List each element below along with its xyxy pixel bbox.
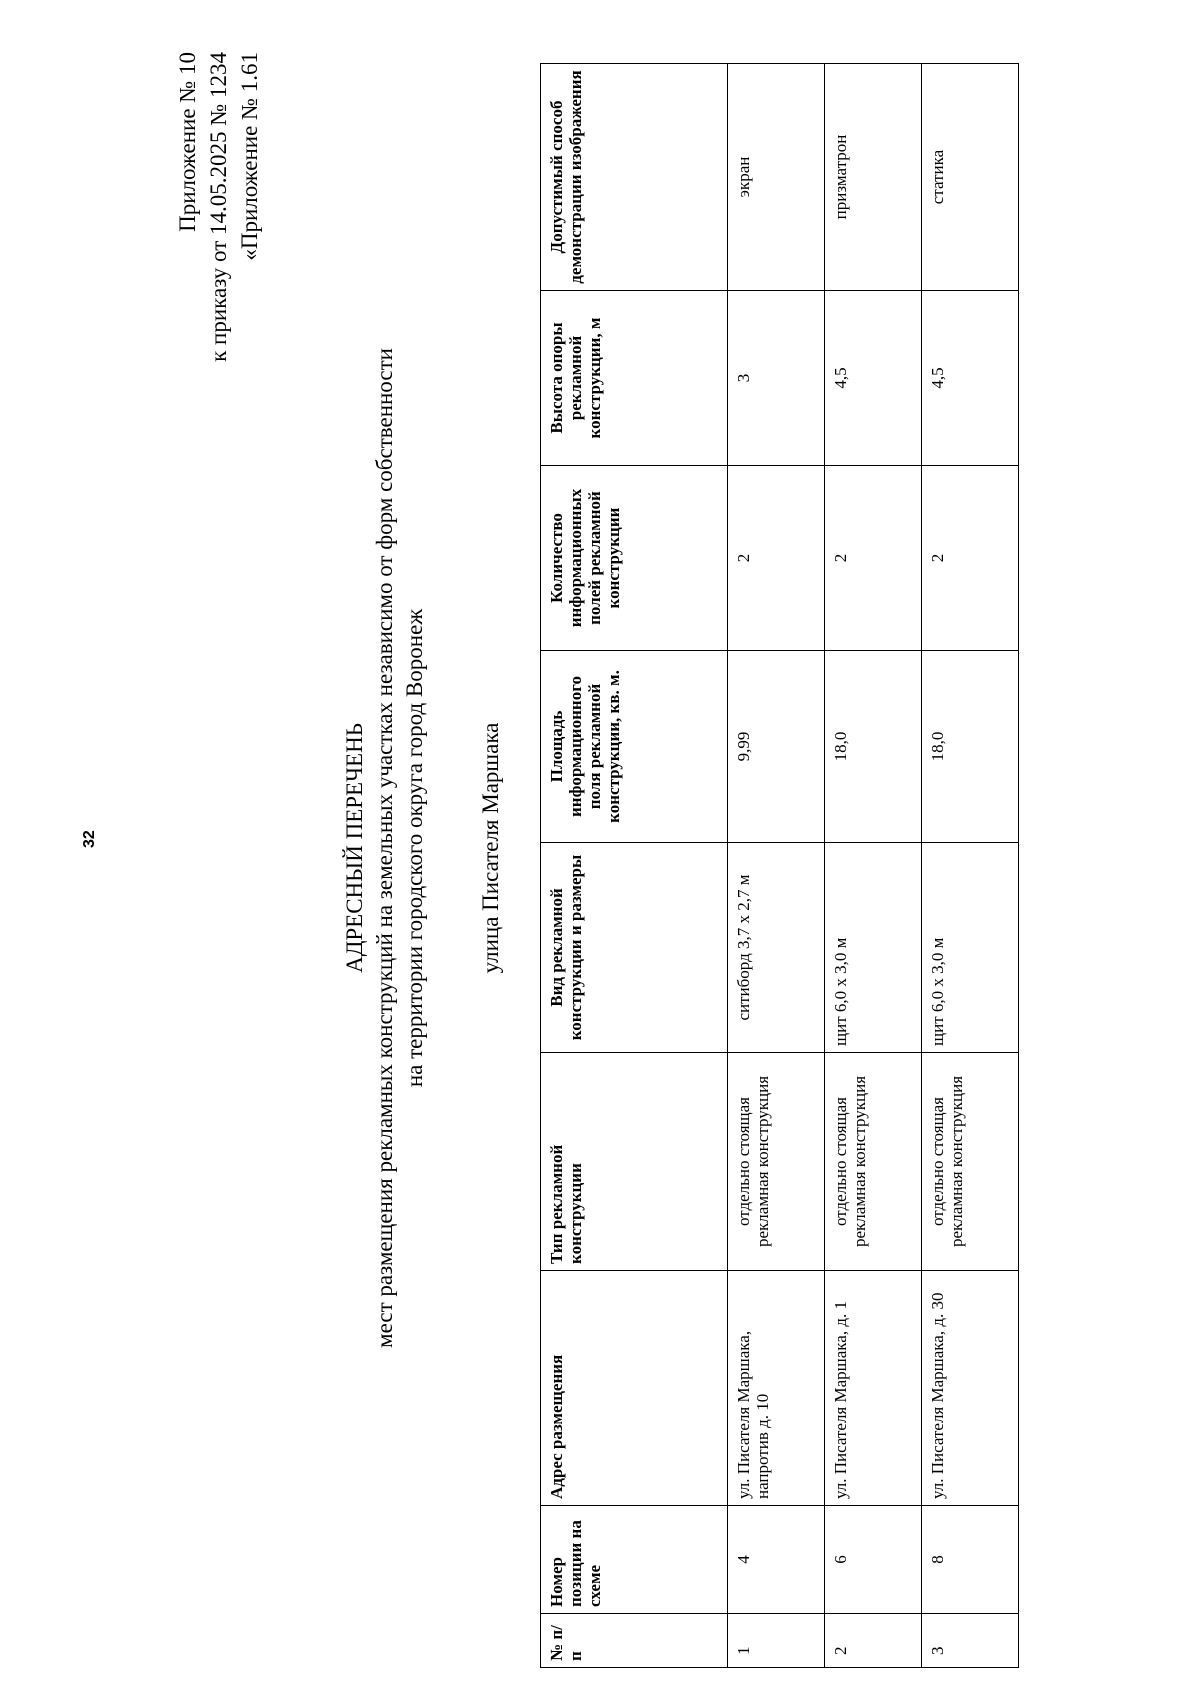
cell-number: 2 [825, 1614, 922, 1668]
header-cell: Вид рекламной конструкции и размеры [541, 843, 728, 1053]
title-line-3: на территории городского округа город Воронеж [402, 608, 427, 1088]
cell-area: 18,0 [825, 651, 922, 843]
cell-fields: 2 [728, 466, 825, 651]
cell-address: ул. Писателя Маршака, д. 30 [922, 1271, 1019, 1506]
cell-height: 3 [728, 291, 825, 466]
cell-position: 4 [728, 1506, 825, 1614]
cell-fields: 2 [825, 466, 922, 651]
annex-line-3: «Приложение № 1.61 [237, 52, 262, 261]
cell-type: отдельно стоящая рекламная конструкция [825, 1053, 922, 1271]
annex-line-1: Приложение № 10 [175, 52, 200, 232]
address-table [540, 63, 1019, 1668]
table-row [922, 64, 1019, 1668]
street-name: улица Писателя Маршака [478, 722, 503, 974]
header-cell: Количество информационных полей рекламной конструкции [541, 466, 728, 651]
header-cell: Адрес размещения [541, 1271, 728, 1506]
header-cell: № п/п [541, 1614, 728, 1668]
cell-type: отдельно стоящая рекламная конструкция [728, 1053, 825, 1271]
cell-kind: ситиборд 3,7 х 2,7 м [728, 843, 825, 1053]
header-cell: Номер позиции на схеме [541, 1506, 728, 1614]
cell-area: 18,0 [922, 651, 1019, 843]
cell-area: 9,99 [728, 651, 825, 843]
cell-fields: 2 [922, 466, 1019, 651]
title-heading: АДРЕСНЫЙ ПЕРЕЧЕНЬ [342, 723, 367, 973]
header-cell: Высота опоры рекламной конструкции, м [541, 291, 728, 466]
cell-position: 6 [825, 1506, 922, 1614]
annex-line-2: к приказу от 14.05.2025 № 1234 [206, 52, 231, 362]
header-cell: Тип рекламной конструкции [541, 1053, 728, 1271]
table-row [825, 64, 922, 1668]
title-line-2: мест размещения рекламных конструкций на земельных участках независимо от форм собственности [372, 348, 397, 1348]
table-row [728, 64, 825, 1668]
cell-type: отдельно стоящая рекламная конструкция [922, 1053, 1019, 1271]
header-cell: Площадь информационного поля рекламной конструкции, кв. м. [541, 651, 728, 843]
page-number: 32 [81, 830, 98, 848]
document-title [340, 0, 430, 1696]
cell-kind: щит 6,0 х 3,0 м [825, 843, 922, 1053]
cell-height: 4,5 [825, 291, 922, 466]
table-header-row [541, 64, 728, 1668]
cell-number: 1 [728, 1614, 825, 1668]
cell-position: 8 [922, 1506, 1019, 1614]
cell-display: статика [922, 64, 1019, 291]
cell-number: 3 [922, 1614, 1019, 1668]
cell-kind: щит 6,0 х 3,0 м [922, 843, 1019, 1053]
header-cell: Допустимый способ демонстрации изображения [541, 64, 728, 291]
annex-block [172, 52, 265, 752]
cell-address: ул. Писателя Маршака, д. 1 [825, 1271, 922, 1506]
cell-address: ул. Писателя Маршака, напротив д. 10 [728, 1271, 825, 1506]
cell-height: 4,5 [922, 291, 1019, 466]
cell-display: экран [728, 64, 825, 291]
cell-display: призматрон [825, 64, 922, 291]
